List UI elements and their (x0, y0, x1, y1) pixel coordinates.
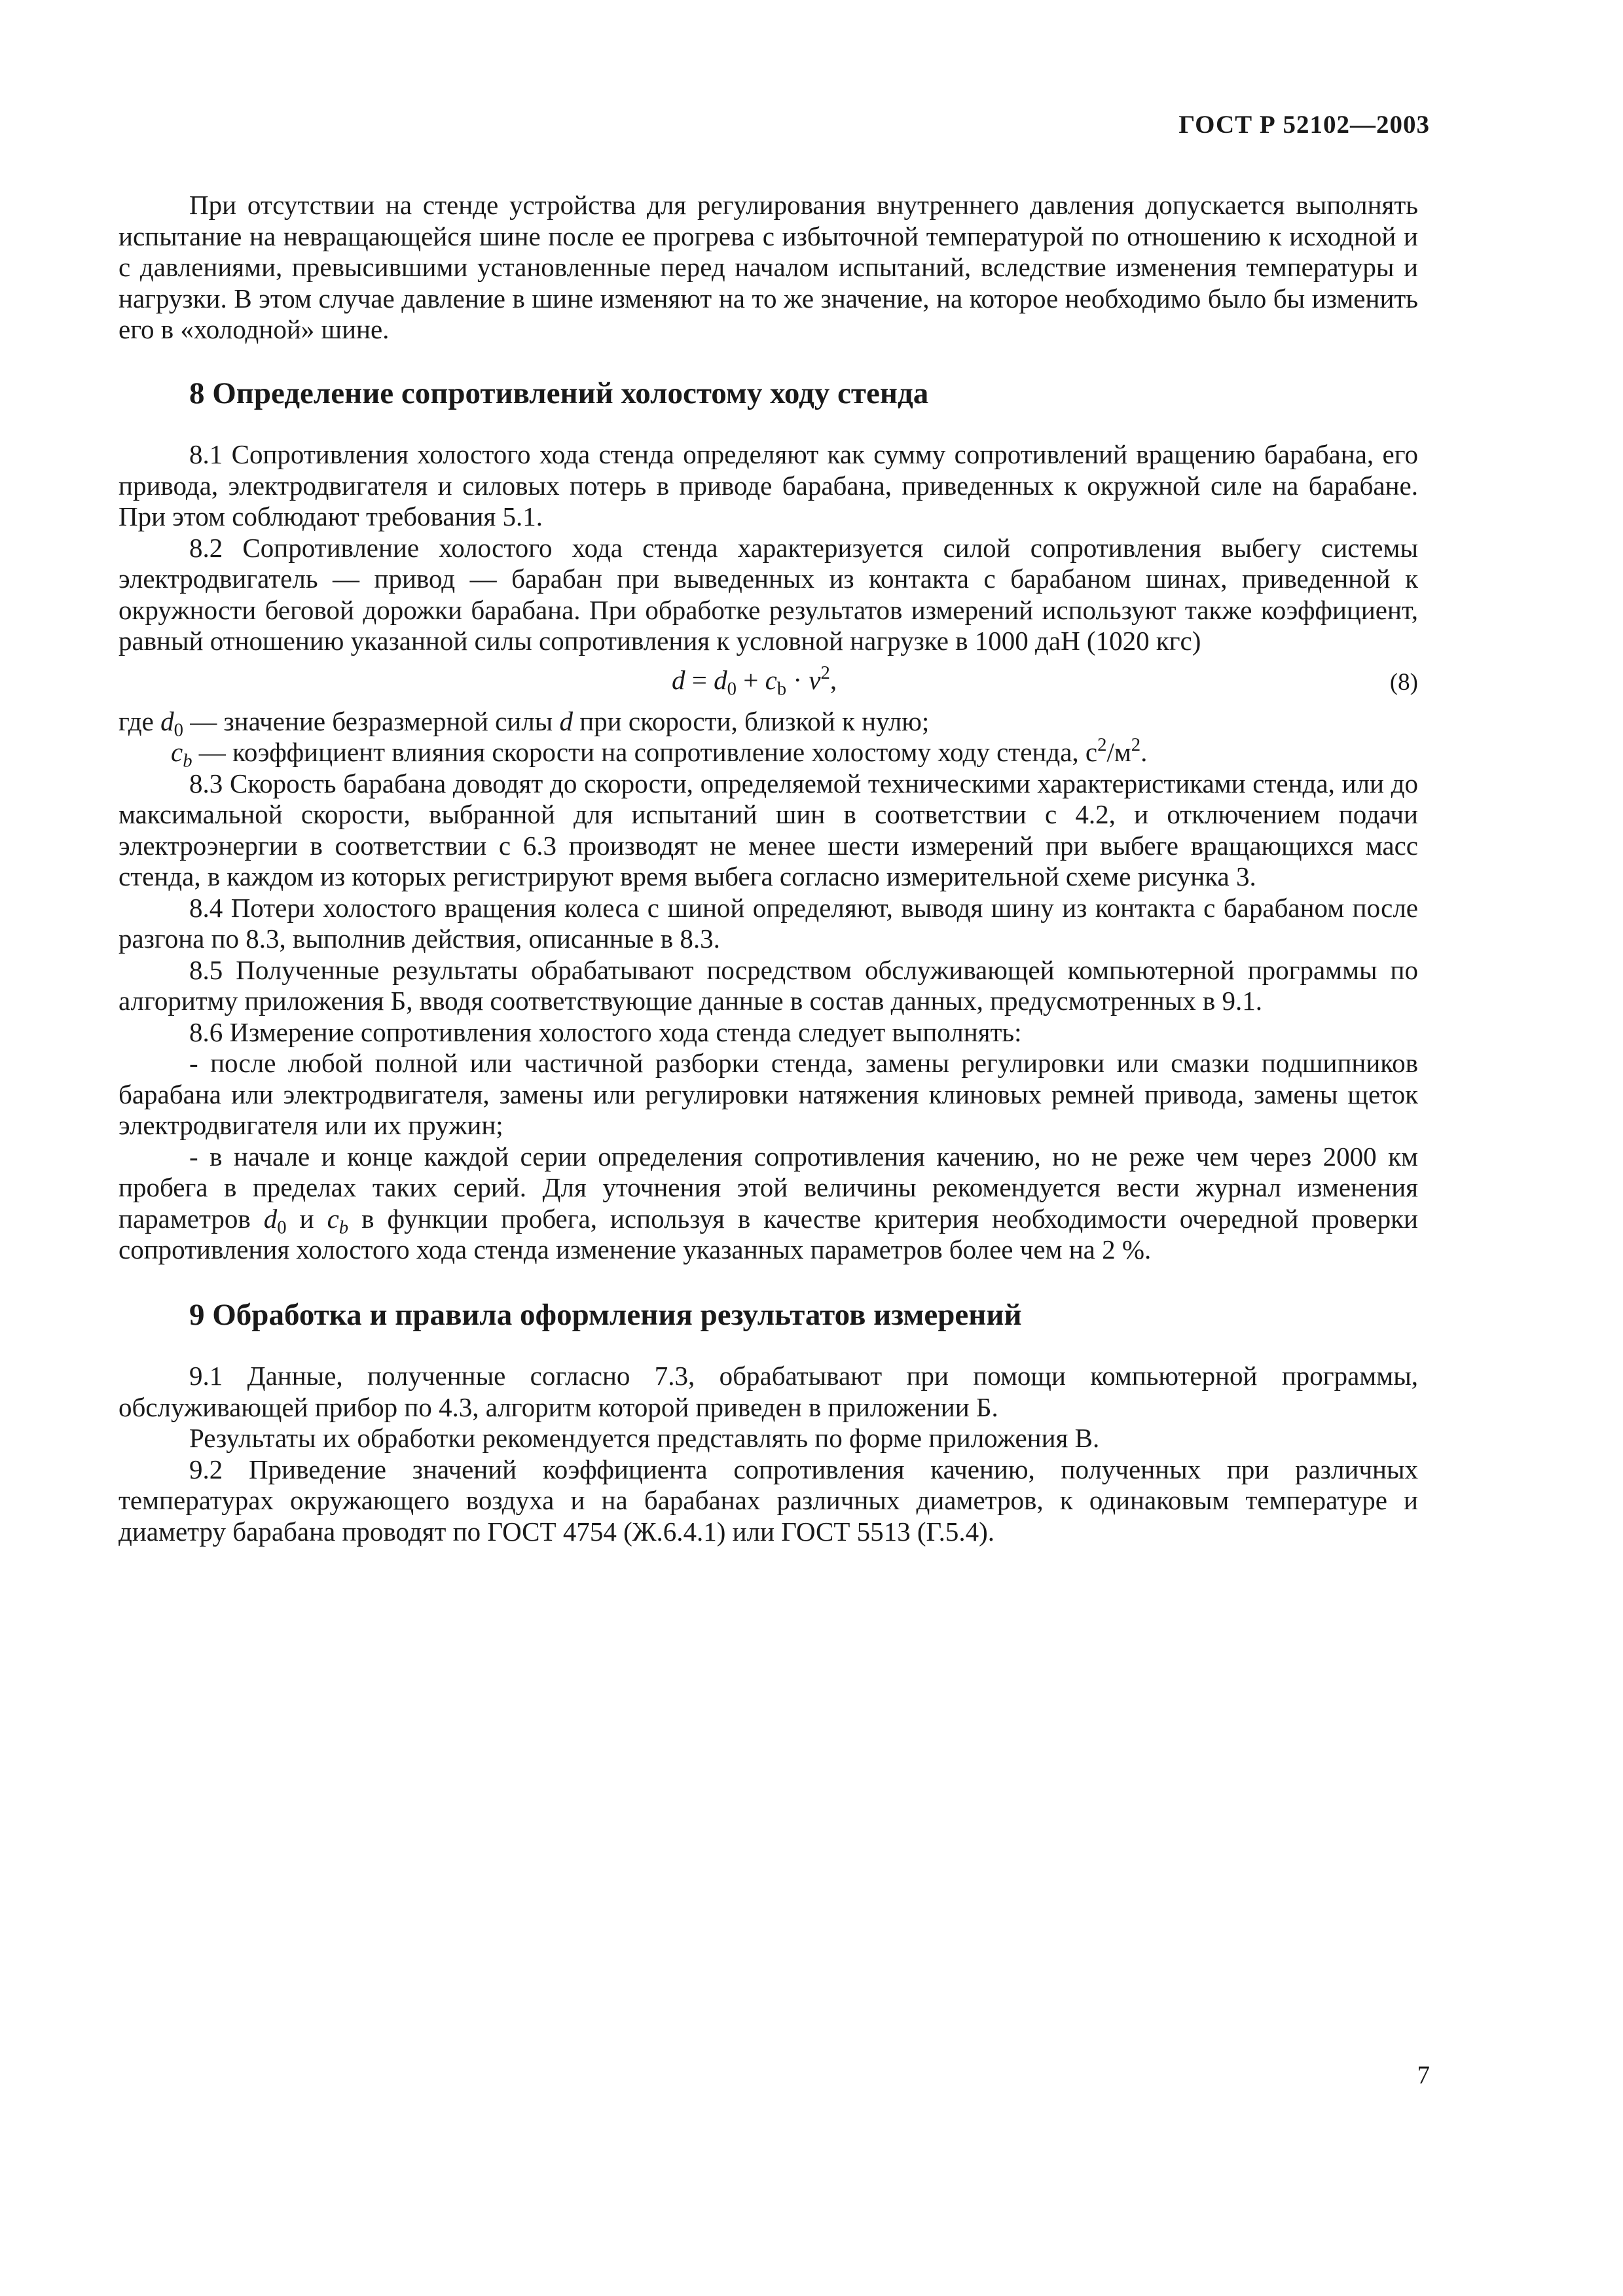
formula-legend-d0: где $d_0$ — значение безразмерной силы d при скорости, близкой к нулю; (119, 706, 930, 741)
document-body (119, 190, 1418, 1547)
formula-8 (119, 662, 1418, 703)
intro-paragraph: При отсутствии на стенде устройства для регулирования внутреннего давления допускается выполнять испытание на невращающейся шине после ее прогрева с избыточной температурой по отношению к исходной и с давлениями, превысившими установленные перед началом испытаний, вследствие изменения температуры и нагрузки. В этом случае давление в шине изменяют на то же значение, на которое необходимо было бы изменить его в «холодной» шине. (119, 190, 1418, 344)
formula-legend-cb: $c_b$ — коэффициент влияния скорости на сопротивление холостому ходу стенда, $с^2/м^2$. (171, 734, 1148, 772)
page-number: 7 (1417, 2061, 1430, 2089)
clause-8-4: 8.4 Потери холостого вращения колеса с шиной определяют, выводя шину из контакта с барабаном после разгона по 8.3, выполнив действия, описанные в 8.3. (119, 892, 1418, 954)
clause-8-1: 8.1 Сопротивления холостого хода стенда определяют как сумму сопротивлений вращению барабана, его привода, электродвигателя и силовых потерь в приводе барабана, приведенных к окружной силе на барабане. При этом соблюдают требования 5.1. (119, 439, 1418, 531)
clause-8-3: 8.3 Скорость барабана доводят до скорости, определяемой техническими характеристиками стенда, или до максимальной скорости, выбранной для испытаний шин в соответствии с 4.2, и отключением подачи электроэнергии в соответствии с 6.3 производят не менее шести измерений при выбеге вращающихся масс стенда, в каждом из которых регистрируют время выбега согласно измерительной схеме рисунка 3. (119, 768, 1418, 891)
clause-8-5: 8.5 Полученные результаты обрабатывают посредством обслуживающей компьютерной программы по алгоритму приложения Б, вводя соответствующие данные в состав данных, предусмотренных в 9.1. (119, 954, 1418, 1016)
clause-8-6-item-1: - после любой полной или частичной разборки стенда, замены регулировки или смазки подшипников барабана или электродвигателя, замены или регулировки натяжения клиновых ремней привода, замены щеток электродвигателя или их пружин; (119, 1048, 1418, 1140)
formula-expression: $d = d_0 + c_b \cdot v^2$, (672, 662, 837, 700)
clause-8-6-item-2: - в начале и конце каждой серии определения сопротивления качению, но не реже чем через 2000 км пробега в пределах таких серий. Для уточнения этой величины рекомендуется вести журнал изменения параметров $d_0$ и $c_b$ в функции пробега, используя в качестве критерия необходимости очередной проверки сопротивления холостого хода стенда изменение указанных параметров более чем на 2 %. (119, 1141, 1418, 1265)
clause-8-2: 8.2 Сопротивление холостого хода стенда характеризуется силой сопротивления выбегу системы электродвигатель — привод — барабан при выведенных из контакта с барабаном шинах, приведенной к окружности беговой дорожки барабана. При обработке результатов измерений используют также коэффициент, равный отношению указанной силы сопротивления к условной нагрузке в 1000 даН (1020 кгс) (119, 532, 1418, 656)
clause-9-2: 9.2 Приведение значений коэффициента сопротивления качению, полученных при различных температурах окружающего воздуха и на барабанах различных диаметров, к одинаковым температуре и диаметру барабана проводят по ГОСТ 4754 (Ж.6.4.1) или ГОСТ 5513 (Г.5.4). (119, 1454, 1418, 1547)
clause-9-1: 9.1 Данные, полученные согласно 7.3, обрабатывают при помощи компьютерной программы, обслуживающей прибор по 4.3, алгоритм которой приведен в приложении Б. (119, 1361, 1418, 1422)
section-9-heading: 9 Обработка и правила оформления результатов измерений (189, 1297, 1022, 1332)
standard-designation: ГОСТ Р 52102—2003 (1178, 111, 1430, 139)
formula-number: (8) (1389, 668, 1418, 696)
clause-9-1-note: Результаты их обработки рекомендуется представлять по форме приложения В. (189, 1423, 1100, 1453)
clause-8-6: 8.6 Измерение сопротивления холостого хода стенда следует выполнять: (189, 1016, 1022, 1047)
section-8-heading: 8 Определение сопротивлений холостому ходу стенда (189, 376, 929, 410)
